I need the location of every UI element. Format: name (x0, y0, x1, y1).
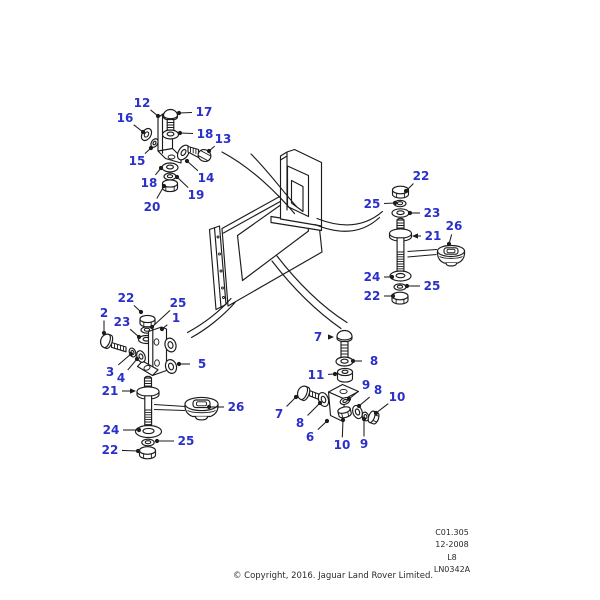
leader-dot (333, 372, 337, 376)
bolt-7-vertical (337, 331, 352, 358)
callout-9[interactable]: 9 (359, 437, 369, 451)
leader-dot (341, 418, 345, 422)
callout-12[interactable]: 12 (133, 96, 151, 110)
leader-line (187, 161, 198, 171)
callout-15[interactable]: 15 (128, 154, 146, 168)
callout-2[interactable]: 2 (99, 306, 109, 320)
leader-dot (390, 275, 394, 279)
leader-line (177, 177, 188, 188)
leader-dot (374, 411, 378, 415)
callout-8[interactable]: 8 (369, 354, 379, 368)
leader-line (376, 404, 388, 413)
washer-25-lower (142, 439, 154, 446)
callout-1[interactable]: 1 (171, 311, 181, 325)
callout-9[interactable]: 9 (361, 378, 371, 392)
washer-16 (139, 127, 153, 143)
washer-19 (164, 173, 176, 180)
callout-4[interactable]: 4 (116, 371, 126, 385)
leader-dot (135, 357, 139, 361)
leader-dot (162, 184, 166, 188)
leader-dot (408, 211, 412, 215)
leader-dot (351, 359, 355, 363)
drawing-info-block (402, 527, 502, 576)
callout-6[interactable]: 6 (305, 430, 315, 444)
callout-26[interactable]: 26 (227, 400, 245, 414)
callout-10[interactable]: 10 (388, 390, 406, 404)
leader-dot (362, 417, 366, 421)
leader-dot (155, 439, 159, 443)
leader-dot (393, 201, 397, 205)
callout-25[interactable]: 25 (423, 279, 441, 293)
callout-5[interactable]: 5 (197, 357, 207, 371)
callout-21[interactable]: 21 (101, 384, 119, 398)
leader-dot (357, 404, 361, 408)
rubber-mount-26 (408, 246, 465, 267)
leader-dot (159, 166, 163, 170)
leader-dot (294, 395, 298, 399)
washer-4 (135, 349, 147, 363)
leader-dot (177, 111, 181, 115)
leader-line (122, 450, 138, 451)
callout-8[interactable]: 8 (373, 383, 383, 397)
leader-line (128, 359, 137, 370)
callout-18[interactable]: 18 (196, 127, 214, 141)
callout-22[interactable]: 22 (412, 169, 430, 183)
leader-line (342, 420, 343, 437)
washer-18-lower (162, 163, 178, 172)
washer-18-upper (163, 130, 179, 139)
leader-dot (391, 294, 395, 298)
leader-dot (405, 284, 409, 288)
callout-23[interactable]: 23 (423, 206, 441, 220)
drawing-sheet: L8 (447, 552, 457, 562)
leader-arrowhead (130, 388, 136, 393)
stud-21 (390, 218, 412, 273)
leader-line (118, 354, 131, 365)
leader-dot (318, 401, 322, 405)
drawing-code: C01.305 (435, 528, 469, 537)
drawing-date: 12-2008 (435, 540, 469, 550)
leader-dot (129, 352, 133, 356)
callout-23[interactable]: 23 (113, 315, 131, 329)
leader-dot (137, 335, 141, 339)
leader-dot (175, 175, 179, 179)
leader-dot (149, 146, 153, 150)
callout-22[interactable]: 22 (363, 289, 381, 303)
nut-22-bottom (140, 447, 156, 459)
callout-11[interactable]: 11 (307, 368, 325, 382)
callout-22[interactable]: 22 (101, 443, 119, 457)
leader-dot (102, 331, 106, 335)
washer-23 (392, 209, 409, 217)
leader-dot (136, 449, 140, 453)
callout-19[interactable]: 19 (187, 188, 205, 202)
callout-7[interactable]: 7 (313, 330, 323, 344)
callout-25[interactable]: 25 (177, 434, 195, 448)
leader-dot (207, 405, 211, 409)
callout-24[interactable]: 24 (102, 423, 120, 437)
callout-22[interactable]: 22 (117, 291, 135, 305)
callout-3[interactable]: 3 (105, 365, 115, 379)
copyright-text: © Copyright, 2016. Jaguar Land Rover Limited. (232, 571, 434, 581)
leader-dot (404, 189, 408, 193)
leader-line (308, 403, 320, 415)
leader-dot (325, 419, 329, 423)
leader-arrowhead (412, 233, 418, 238)
callout-24[interactable]: 24 (363, 270, 381, 284)
callout-18[interactable]: 18 (140, 176, 158, 190)
leader-dot (150, 325, 154, 329)
callout-17[interactable]: 17 (195, 105, 213, 119)
callout-26[interactable]: 26 (445, 219, 463, 233)
nut-10-right (367, 410, 381, 425)
leader-dot (178, 131, 182, 135)
leader-dot (447, 242, 451, 246)
callout-14[interactable]: 14 (197, 171, 215, 185)
leader-dot (177, 362, 181, 366)
leader-dot (141, 130, 145, 134)
drawing-ref: LN0342A (433, 564, 471, 574)
spacer-11 (338, 368, 353, 382)
body-frame-panel (210, 150, 323, 310)
leader-dot (185, 159, 189, 163)
bolt-2 (99, 332, 126, 351)
leader-dot (347, 397, 351, 401)
leader-arrowhead (328, 334, 334, 339)
callout-13[interactable]: 13 (214, 132, 232, 146)
leader-dot (160, 327, 164, 331)
callout-21[interactable]: 21 (424, 229, 442, 243)
leader-dot (137, 428, 141, 432)
leader-dot (207, 149, 211, 153)
callout-25[interactable]: 25 (169, 296, 187, 310)
stud-21 (137, 376, 159, 429)
washer-25-lower (394, 284, 406, 290)
callout-16[interactable]: 16 (116, 111, 134, 125)
callout-8[interactable]: 8 (295, 416, 305, 430)
bracket-1 (138, 327, 179, 376)
leader-line (157, 186, 164, 199)
callout-25[interactable]: 25 (363, 197, 381, 211)
washer-3 (128, 347, 137, 358)
callout-10[interactable]: 10 (333, 438, 351, 452)
leader-dot (156, 114, 160, 118)
nut-22-bottom (392, 292, 408, 304)
washer-8-top (336, 357, 353, 366)
callout-7[interactable]: 7 (274, 407, 284, 421)
callout-20[interactable]: 20 (143, 200, 161, 214)
leader-dot (139, 310, 143, 314)
